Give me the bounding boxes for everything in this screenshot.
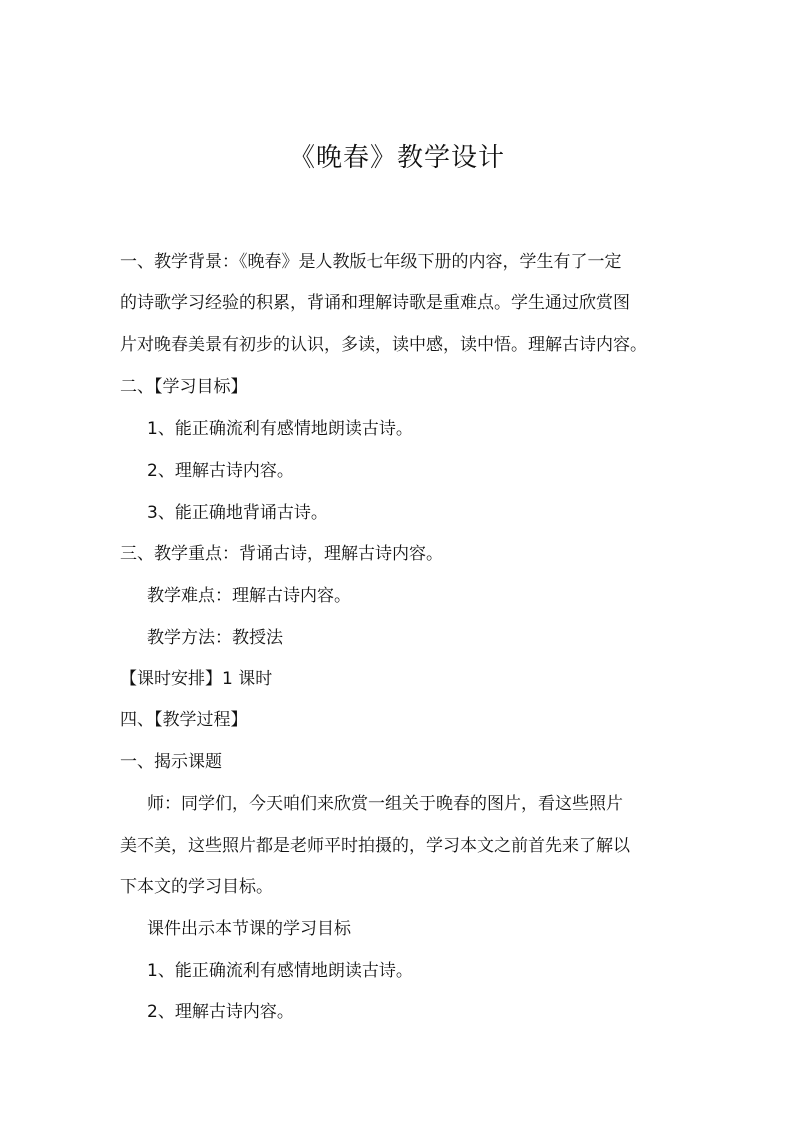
section-heading: 一、揭示课题 [120,752,222,772]
paragraph-line: 的诗歌学习经验的积累，背诵和理解诗歌是重难点。学生通过欣赏图 [120,293,630,313]
paragraph-line: 下本文的学习目标。 [120,877,273,897]
list-item: 1、能正确流利有感情地朗读古诗。 [147,419,413,439]
list-item: 2、理解古诗内容。 [147,1002,294,1022]
document-title: 《晚春》教学设计 [288,143,505,173]
paragraph-line: 一、教学背景：《晚春》是人教版七年级下册的内容，学生有了一定 [120,252,622,272]
section-heading: 三、教学重点：背诵古诗，理解古诗内容。 [120,544,443,564]
paragraph-line: 师：同学们，今天咱们来欣赏一组关于晚春的图片，看这些照片 [147,794,623,814]
paragraph-line: 美不美，这些照片都是老师平时拍摄的，学习本文之前首先来了解以 [120,836,630,856]
paragraph-line: 教学方法：教授法 [147,628,283,648]
list-item: 3、能正确地背诵古诗。 [147,503,328,523]
paragraph-line: 教学难点：理解古诗内容。 [147,586,351,606]
section-heading: 四、【教学过程】 [120,710,248,730]
section-heading: 【课时安排】1 课时 [120,669,273,689]
list-item: 2、理解古诗内容。 [147,461,294,481]
paragraph-line: 课件出示本节课的学习目标 [147,919,351,939]
list-item: 1、能正确流利有感情地朗读古诗。 [147,961,413,981]
section-heading: 二、【学习目标】 [120,377,248,397]
paragraph-line: 片对晚春美景有初步的认识，多读，读中感，读中悟。理解古诗内容。 [120,335,647,355]
